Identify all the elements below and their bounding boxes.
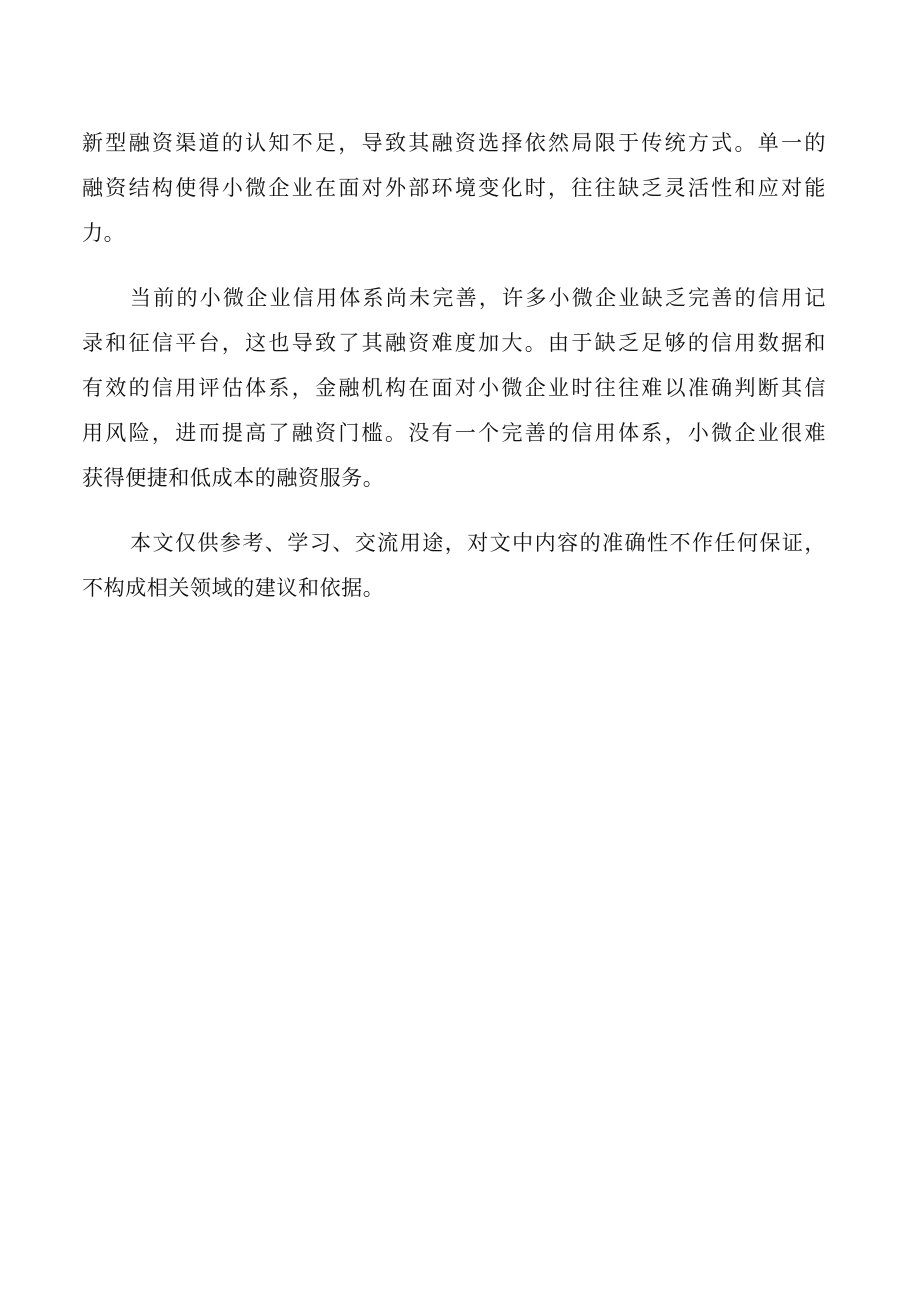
document-body [82,121,826,631]
text-line: 获得便捷和低成本的融资服务。 [82,466,385,490]
text-line: 当前的小微企业信用体系尚未完善，许多小微企业缺乏完善的信用记 [130,286,826,310]
paragraph-credit-system [82,276,826,501]
text-line: 录和征信平台，这也导致了其融资难度加大。由于缺乏足够的信用数据和 [82,331,826,355]
text-line: 融资结构使得小微企业在面对外部环境变化时，往往缺乏灵活性和应对能 [82,176,826,200]
paragraph-disclaimer [82,521,826,611]
text-line: 不构成相关领域的建议和依据。 [82,576,385,600]
text-line: 新型融资渠道的认知不足，导致其融资选择依然局限于传统方式。单一的 [82,131,826,155]
paragraph-financing-channels [82,121,826,256]
text-line: 力。 [82,221,126,245]
text-line: 本文仅供参考、学习、交流用途，对文中内容的准确性不作任何保证， [130,531,826,555]
text-line: 用风险，进而提高了融资门槛。没有一个完善的信用体系，小微企业很难 [82,421,826,445]
text-line: 有效的信用评估体系，金融机构在面对小微企业时往往难以准确判断其信 [82,376,826,400]
